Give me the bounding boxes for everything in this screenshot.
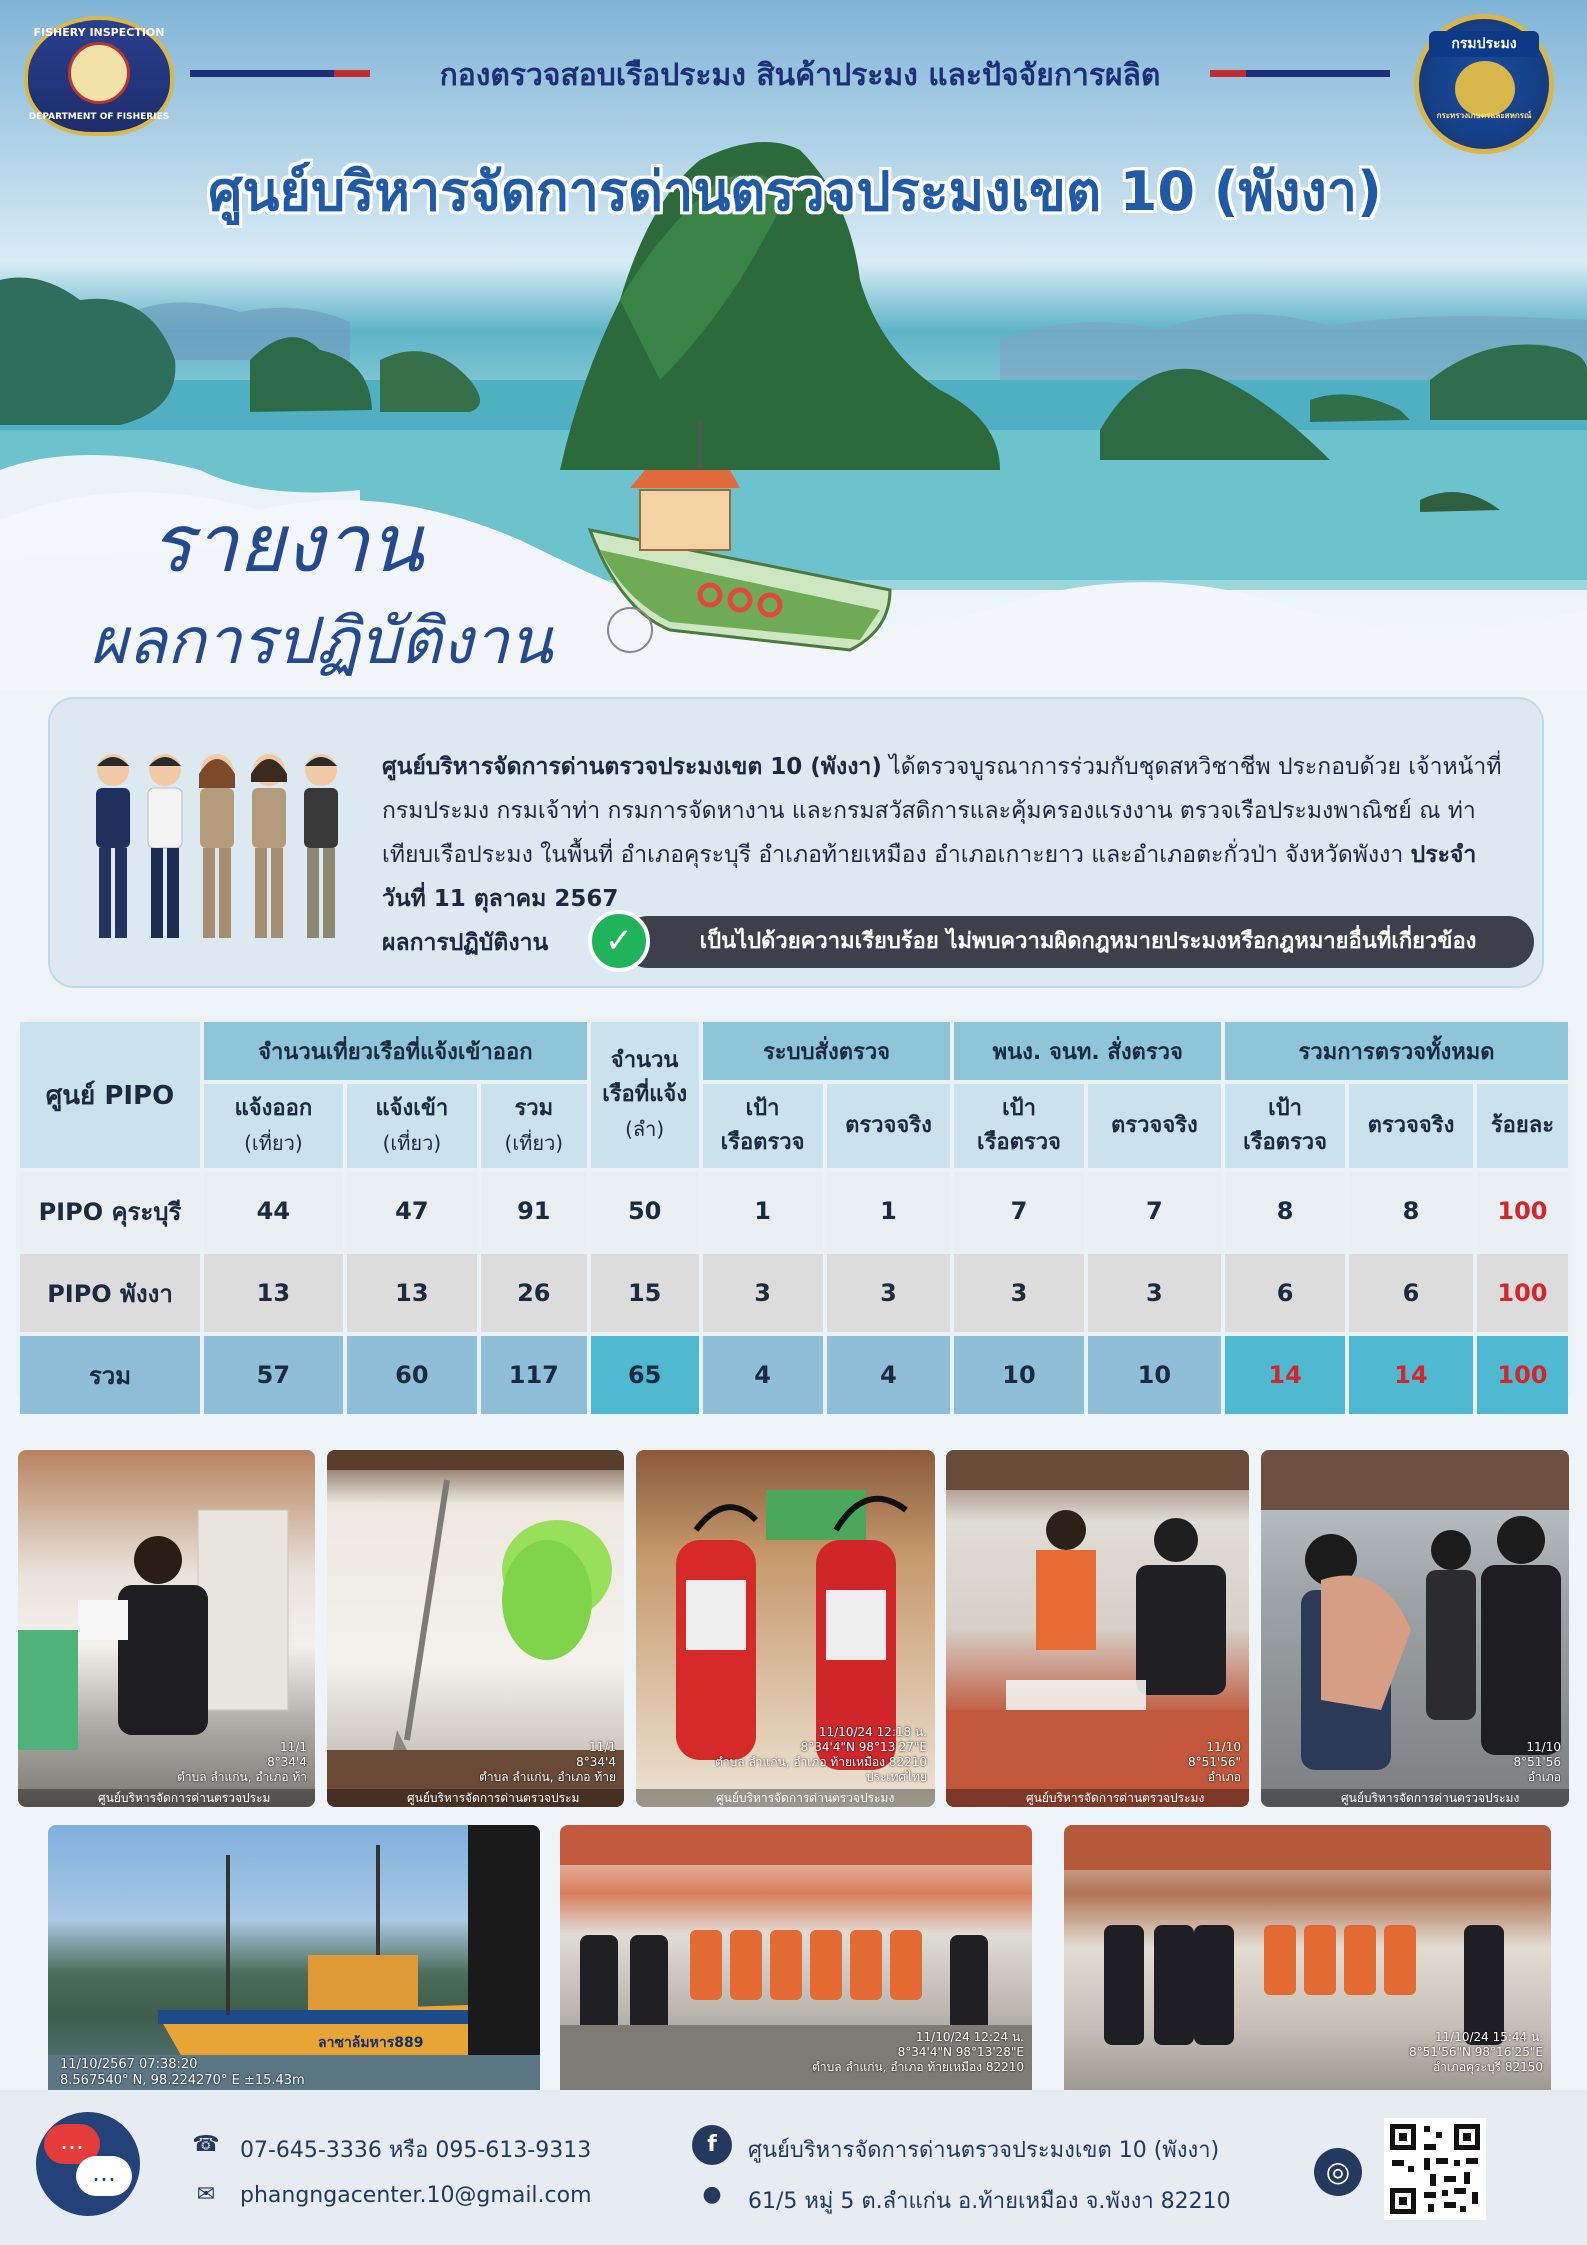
cell-in: 13 [347,1254,477,1332]
cell-percent: 100 [1477,1336,1568,1414]
cell-tot-target: 6 [1225,1254,1345,1332]
header-in-unit: (เที่ยว) [382,1131,442,1155]
table-total-row [20,1336,1568,1414]
footer-address: 61/5 หมู่ 5 ต.ลำแก่น อ.ท้ายเหมือง จ.พังงา 82210 [748,2189,1231,2214]
cell-vessels: 50 [591,1172,699,1250]
photo-inspection-4 [946,1450,1249,1807]
header-vessels [591,1022,699,1168]
result-text: เป็นไปด้วยความเรียบร้อย ไม่พบความผิดกฎหมายประมงหรือกฎหมายอื่นที่เกี่ยวข้อง [622,916,1534,968]
check-icon: ✓ [588,910,650,972]
division-name: กองตรวจสอบเรือประมง สินค้าประมง และปัจจัยการผลิต [439,58,1161,93]
chat-icon: … … [36,2112,140,2216]
cell-off-actual: 7 [1088,1172,1222,1250]
photo-group-1 [560,1825,1032,2097]
cell-off-actual: 10 [1088,1336,1222,1414]
photo-stamp: 11/10/24 15:44 น. 8°51'56"N 98°16'25"E อำเภอคุระบุรี 82150 [1409,2030,1543,2074]
photo-inspection-5 [1261,1450,1569,1807]
globe-icon[interactable]: ◎ [1314,2148,1362,2196]
cell-sum: 26 [481,1254,587,1332]
cell-sys-target: 3 [703,1254,823,1332]
photo-stamp: 11/10 8°51'56" อำเภอ [1188,1740,1241,1784]
email-icon: ✉ [196,2182,216,2207]
header-rule-left [190,70,370,77]
cell-percent: 100 [1477,1172,1568,1250]
photo-inspection-1 [18,1450,315,1807]
header-sys-target-l1: เป้า [745,1096,780,1121]
photo-caption: ศูนย์บริหารจัดการด่านตรวจประม [327,1789,624,1807]
cell-sys-actual: 3 [827,1254,951,1332]
photo-stamp: 11/10/2567 07:38:20 8.567540° N, 98.224270° E ±15.43m [60,2057,305,2088]
header-sys-actual: ตรวจจริง [827,1084,951,1168]
header-out [204,1084,343,1168]
cell-sum: 91 [481,1172,587,1250]
header-off-target-l2: เรือตรวจ [977,1130,1061,1155]
row-name: รวม [20,1336,200,1414]
header-sum-label: รวม [514,1096,554,1121]
cell-vessels: 65 [591,1336,699,1414]
summary-text [382,745,1502,921]
page-title: ศูนย์บริหารจัดการด่านตรวจประมงเขต 10 (พังงา) [208,160,1382,223]
photo-inspection-3 [636,1450,935,1807]
cell-off-target: 7 [954,1172,1083,1250]
report-title-line1: รายงาน [150,497,424,590]
cell-tot-actual: 14 [1349,1336,1473,1414]
seal-subtitle: กระทรวงเกษตรและสหกรณ์ [1436,111,1532,120]
header-sys-target [703,1084,823,1168]
cell-off-actual: 3 [1088,1254,1222,1332]
header-off-target [954,1084,1083,1168]
table-corner-header: ศูนย์ PIPO [20,1022,200,1168]
header-tot-target-l1: เป้า [1268,1096,1302,1121]
photo-caption: ศูนย์บริหารจัดการด่านตรวจประมง [946,1789,1249,1807]
header-sum-unit: (เที่ยว) [504,1131,564,1155]
header-vessels-line2: เรือที่แจ้ง [602,1082,688,1107]
pipo-statistics-table [16,1018,1572,1418]
officials-illustration [88,748,358,958]
photo-caption: ศูนย์บริหารจัดการด่านตรวจประม [18,1789,315,1807]
cell-sys-target: 1 [703,1172,823,1250]
header-out-unit: (เที่ยว) [244,1131,303,1155]
logo-emblem [68,42,130,104]
footer-email[interactable]: phangngacenter.10@gmail.com [240,2183,592,2208]
cell-sys-target: 4 [703,1336,823,1414]
header-sys-target-l2: เรือตรวจ [720,1130,805,1155]
header-sum [481,1084,587,1168]
result-label: ผลการปฏิบัติงาน [382,930,549,956]
photo-stamp: 11/1 8°34'4 ตำบล ลำแก่น, อำเภอ ท้า [177,1740,307,1784]
row-name: PIPO พังงา [20,1254,200,1332]
cell-out: 13 [204,1254,343,1332]
cell-in: 60 [347,1336,477,1414]
footer-facebook[interactable]: ศูนย์บริหารจัดการด่านตรวจประมงเขต 10 (พังงา) [748,2138,1220,2163]
header-tot-target [1225,1084,1345,1168]
header-off-actual: ตรวจจริง [1088,1084,1222,1168]
cell-in: 47 [347,1172,477,1250]
photo-stamp: 11/10/24 12:24 น. 8°34'4"N 98°13'28"E ตำบล ลำแก่น, อำเภอ ท้ายเหมือง 82210 [812,2030,1024,2074]
header-tot-target-l2: เรือตรวจ [1243,1130,1328,1155]
cell-out: 57 [204,1336,343,1414]
phone-icon: ☎ [192,2132,220,2157]
cell-tot-actual: 8 [1349,1172,1473,1250]
header-total: รวมการตรวจทั้งหมด [1225,1022,1568,1080]
header-off-target-l1: เป้า [1002,1096,1036,1121]
location-pin-icon: ● [702,2182,722,2207]
photo-caption: ศูนย์บริหารจัดการด่านตรวจประมง [636,1789,935,1807]
photo-stamp: 11/10 8°51'56 อำเภอ [1513,1740,1561,1784]
boat-name: ลาซาล้มหาร889 [318,2035,424,2051]
summary-body: ได้ตรวจบูรณาการร่วมกับชุดสหวิชาชีพ ประกอบด้วย เจ้าหน้าที่กรมประมง กรมเจ้าท่า กรมการจัดหางาน และกรมสวัสดิการและคุ้มครองแรงงาน ตรวจเรือประมงพาณิชย์ ณ ท่าเทียบเรือประมง ในพื้นที่ อำเภอคุระบุรี อำเภอท้ายเหมือง อำเภอเกาะยาว และอำเภอตะกั่วป่า จังหวัดพังงา [382,754,1502,868]
summary-agency: ศูนย์บริหารจัดการด่านตรวจประมงเขต 10 (พังงา) [382,754,882,780]
header-vessels-line1: จำนวน [610,1048,679,1073]
header-in [347,1084,477,1168]
cell-off-target: 3 [954,1254,1083,1332]
cell-percent: 100 [1477,1254,1568,1332]
cell-sys-actual: 1 [827,1172,951,1250]
cell-tot-actual: 6 [1349,1254,1473,1332]
report-title-line2: ผลการปฏิบัติงาน [90,605,553,679]
cell-off-target: 10 [954,1336,1083,1414]
cell-out: 44 [204,1172,343,1250]
cell-tot-target: 14 [1225,1336,1345,1414]
cell-tot-target: 8 [1225,1172,1345,1250]
footer-phone[interactable]: 07-645-3336 หรือ 095-613-9313 [240,2138,592,2163]
header-in-label: แจ้งเข้า [375,1096,449,1121]
fishery-inspection-logo [24,16,174,136]
header-trips: จำนวนเที่ยวเรือที่แจ้งเข้าออก [204,1022,587,1080]
header-percent: ร้อยละ [1477,1084,1568,1168]
logo-left-top-text: FISHERY INSPECTION [33,26,165,39]
header-system: ระบบสั่งตรวจ [703,1022,951,1080]
header-rule-right [1210,70,1390,77]
table-row [20,1172,1568,1250]
cell-sys-actual: 4 [827,1336,951,1414]
cell-sum: 117 [481,1336,587,1414]
header-out-label: แจ้งออก [234,1096,313,1121]
header-officer: พนง. จนท. สั่งตรวจ [954,1022,1221,1080]
summary-date: ประจำวันที่ 11 ตุลาคม 2567 [382,842,1477,912]
photo-group-2 [1064,1825,1551,2097]
seal-title: กรมประมง [1429,31,1539,57]
photo-inspection-2 [327,1450,624,1807]
qr-code[interactable] [1384,2118,1486,2220]
photo-stamp: 11/10/24 12:18 น. 8°34'4"N 98°13'27"E ตำบล ลำแก่น, อำเภอ ท้ายเหมือง 82210 ประเทศไทย [715,1725,927,1784]
facebook-icon: f [692,2125,732,2165]
logo-left-bottom-text: DEPARTMENT OF FISHERIES [28,112,170,122]
cell-vessels: 15 [591,1254,699,1332]
photo-stamp: 11/1 8°34'4 ตำบล ลำแก่น, อำเภอ ท้าย [479,1740,616,1784]
row-name: PIPO คุระบุรี [20,1172,200,1250]
table-row [20,1254,1568,1332]
photo-caption: ศูนย์บริหารจัดการด่านตรวจประมง [1261,1789,1569,1807]
header-tot-actual: ตรวจจริง [1349,1084,1473,1168]
department-of-fisheries-seal [1414,14,1554,154]
header-vessels-unit: (ลำ) [625,1117,665,1141]
photo-fishing-boat [48,1825,540,2097]
